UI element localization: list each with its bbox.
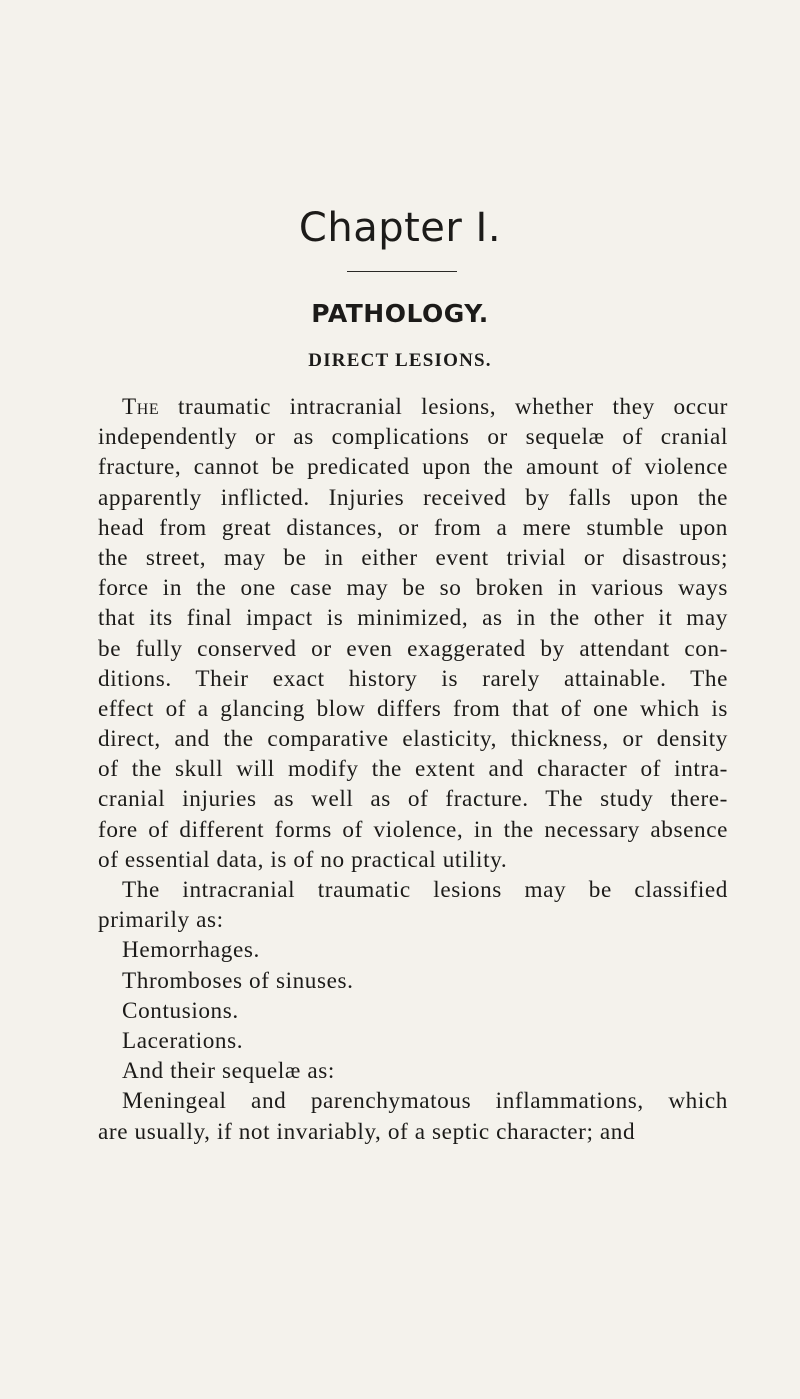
body-text (0, 392, 800, 1147)
text-line-content: traumatic intracranial lesions, whether they occur (159, 394, 728, 420)
text-line (98, 754, 728, 784)
text-line-content: primarily as: (98, 907, 224, 934)
text-line-content: force in the one case may be so broken in various ways (98, 575, 728, 602)
section-title: PATHOLOGY. (311, 299, 489, 328)
text-line-content: Hemorrhages. (122, 937, 260, 964)
text-line (98, 1117, 800, 1147)
text-line (98, 634, 728, 664)
text-line (122, 392, 728, 422)
text-line (98, 694, 728, 724)
text-line-content: of the skull will modify the extent and character of intra- (98, 756, 728, 783)
text-line (98, 724, 728, 754)
text-line (122, 875, 728, 905)
text-line-content: cranial injuries as well as of fracture. The study there- (98, 786, 728, 813)
text-line (122, 935, 800, 965)
text-line-content: that its final impact is minimized, as in the other it may (98, 605, 728, 632)
text-line (98, 603, 728, 633)
text-line-content: apparently inflicted. Injuries received by falls upon the (98, 484, 728, 511)
text-line (98, 664, 728, 694)
text-line-content: The intracranial traumatic lesions may be classified (122, 877, 728, 903)
text-line-content: Contusions. (122, 997, 239, 1024)
text-line-content: effect of a glancing blow differs from that of one which is (98, 695, 728, 722)
text-line-content: of essential data, is of no practical utility. (98, 846, 508, 873)
text-line (98, 845, 800, 875)
subsection-title: DIRECT LESIONS. (308, 350, 492, 371)
text-line-content: head from great distances, or from a mere stumble upon (98, 514, 728, 541)
text-line (98, 422, 728, 452)
text-line-content: And their sequelæ as: (122, 1058, 335, 1085)
text-line (122, 966, 800, 996)
text-line-content: direct, and the comparative elasticity, thickness, or density (98, 726, 728, 753)
text-line (98, 452, 728, 482)
text-line (98, 573, 728, 603)
text-line (98, 483, 728, 513)
text-line (122, 1056, 800, 1086)
text-line (98, 815, 728, 845)
text-line-content: Meningeal and parenchymatous inflammations, which (122, 1088, 728, 1115)
text-line-content: independently or as complications or sequelæ of cranial (98, 424, 728, 451)
text-line (122, 1026, 800, 1056)
text-line (98, 784, 728, 814)
text-line-content: ditions. Their exact history is rarely attainable. The (98, 665, 728, 692)
text-line (98, 905, 800, 935)
text-line-content: Lacerations. (122, 1027, 244, 1054)
chapter-title: Chapter I. (298, 205, 502, 251)
text-line-content: fore of different forms of violence, in the necessary absence (98, 816, 728, 843)
text-line-content: be fully conserved or even exaggerated by attendant con- (98, 635, 728, 662)
text-line (122, 996, 800, 1026)
title-rule (347, 271, 457, 272)
text-line-content: are usually, if not invariably, of a septic character; and (98, 1118, 636, 1145)
text-line (98, 513, 728, 543)
text-line-content: the street, may be in either event trivial or disastrous; (98, 544, 728, 571)
drop-lead-word: The (122, 394, 160, 420)
text-line (122, 1086, 728, 1116)
text-line-content: fracture, cannot be predicated upon the amount of violence (98, 454, 728, 481)
text-line-content: Thromboses of sinuses. (122, 967, 354, 994)
text-line (98, 543, 728, 573)
